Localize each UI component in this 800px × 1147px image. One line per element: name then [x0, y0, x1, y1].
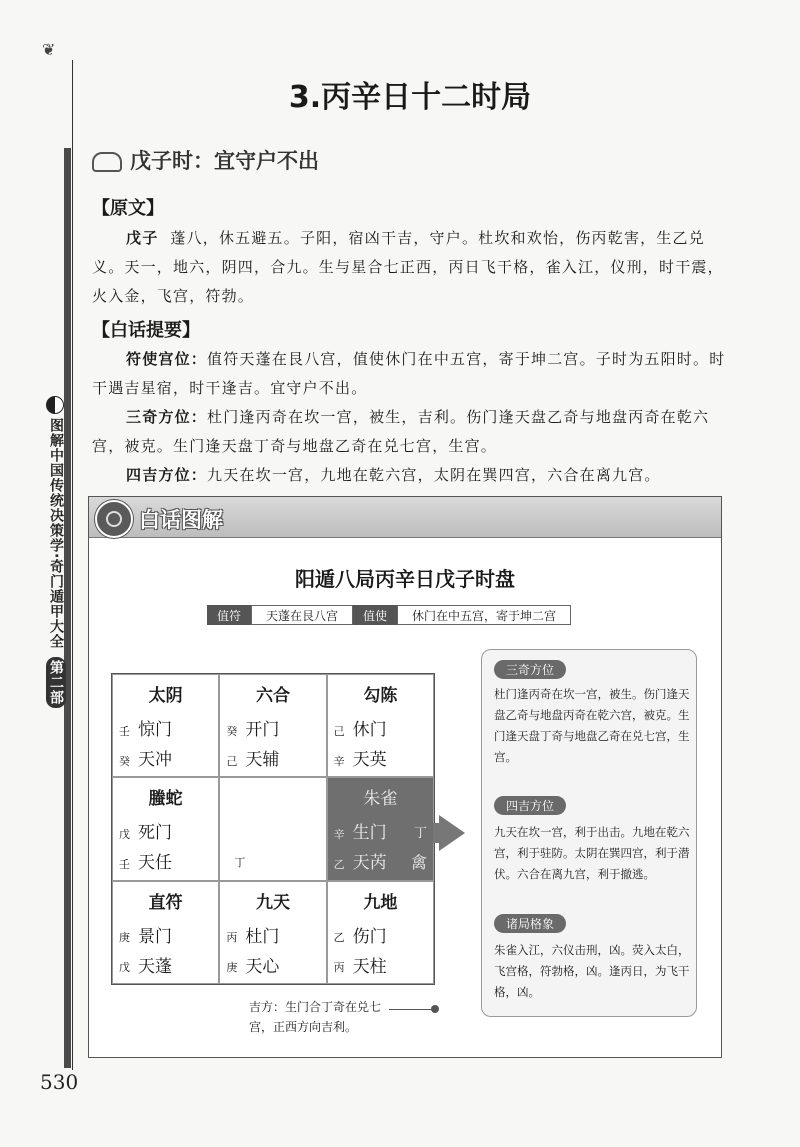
- geju-text: 朱雀入江，六仪击刑，凶。荧入太白，飞宫格，符勃格，凶。逢丙日，为飞干格，凶。: [494, 943, 690, 999]
- plate-grid: [111, 673, 435, 985]
- door-row: [334, 818, 387, 843]
- door: 伤门: [352, 926, 387, 947]
- door: 景门: [138, 926, 172, 947]
- side-star: 禽: [410, 853, 427, 873]
- part-badge: 第二部: [46, 657, 66, 708]
- vernacular-text: [92, 345, 732, 490]
- deity: 太阴: [148, 686, 183, 706]
- deity: 九地: [363, 892, 398, 913]
- item-lead: 三奇方位：: [126, 408, 208, 426]
- star: 天蓬: [138, 956, 172, 977]
- item-text: 值符天蓬在艮八宫，值使休门在中五宫，寄于坤二宫。子时为五阳时。时干遇吉星宿，时干逢吉。宜守户不出。: [92, 350, 726, 397]
- vernacular-item: [92, 345, 732, 403]
- item-lead: 四吉方位：: [126, 466, 208, 484]
- stem: 辛: [333, 827, 345, 841]
- original-body: 蓬八，休五避五。子阳，宿凶干吉，守户。杜坎和欢怡，伤丙乾害，生乙兑义。天一，地六，阴四，合九。生与星合七正西，丙日飞干格，雀入江，仪刑，时干震，火入金，飞宫，符勃。: [92, 229, 724, 305]
- arrow-right-icon: [439, 815, 465, 851]
- page-number: 530: [40, 1070, 79, 1094]
- door-row: [226, 715, 279, 740]
- star-row: [119, 848, 172, 873]
- illustration-box: [88, 496, 722, 1058]
- star: 天心: [245, 956, 280, 977]
- emblem-icon: [95, 500, 133, 538]
- zhifu-value: 天蓬在艮八宫: [251, 605, 353, 625]
- figure-header-label: 白话图解: [139, 508, 223, 532]
- stem: 乙: [333, 931, 345, 945]
- palace-cell: [112, 777, 219, 880]
- star-row: [334, 952, 387, 977]
- star-row: [119, 952, 172, 977]
- original-label: 【原文】: [92, 198, 164, 219]
- palace-cell: [327, 881, 434, 984]
- siji-text: 九天在坎一宫，利于出击。九地在乾六宫，利于驻防。太阴在巽四宫，利于潜伏。六合在离九宫，利于撤逃。: [494, 825, 690, 881]
- stem: 己: [333, 724, 345, 738]
- vernacular-item: [92, 461, 732, 490]
- star-row: [226, 952, 279, 977]
- star: 天英: [352, 750, 387, 770]
- star: 天任: [138, 853, 172, 874]
- stem: 丙: [226, 931, 238, 945]
- door: 生门: [352, 823, 387, 844]
- sanqi-text: 杜门逢丙奇在坎一宫，被生。伤门逢天盘乙奇与地盘丙奇在乾六宫，被克。生门逢天盘丁奇与地盘乙奇在兑七宫，生宫。: [494, 687, 690, 764]
- door-row: [119, 715, 172, 740]
- zhishi-value: 休门在中五宫，寄于坤二宫: [397, 605, 571, 625]
- stem: 乙: [333, 857, 345, 871]
- door-row: [334, 922, 387, 947]
- yin-yang-icon: [46, 396, 64, 414]
- star: 天辅: [245, 750, 280, 770]
- door-row: [119, 922, 172, 947]
- vernacular-item: [92, 403, 732, 461]
- palace-cell: [112, 674, 219, 777]
- stem: 己: [226, 754, 238, 768]
- zhishi-key: 值使: [353, 605, 397, 625]
- siji-label: 四吉方位: [494, 796, 566, 815]
- door: 开门: [245, 720, 280, 740]
- geju-label: 诸局格象: [494, 914, 566, 933]
- star-row: [334, 745, 387, 770]
- center-palace: [219, 777, 326, 880]
- series-title: [44, 418, 66, 708]
- star: 天芮: [352, 853, 387, 874]
- section-heading: [92, 145, 319, 175]
- stem: 庚: [119, 931, 130, 945]
- palace-cell: [219, 881, 326, 984]
- original-text: [92, 224, 732, 311]
- item-text: 杜门逢丙奇在坎一宫，被生，吉利。伤门逢天盘乙奇与地盘丙奇在乾六宫，被克。生门逢天盘丁奇与地盘乙奇在兑七宫，生宫。: [92, 408, 710, 455]
- figure-header: [89, 497, 721, 538]
- page-title: 3.丙辛日十二时局: [288, 80, 532, 115]
- center-stem: 丁: [234, 856, 246, 870]
- info-bar: [207, 605, 571, 625]
- door: 休门: [352, 720, 387, 740]
- note-dot: [431, 1005, 439, 1013]
- stem: 辛: [333, 754, 345, 768]
- cloud-icon: [92, 152, 122, 172]
- palace-cell: [112, 881, 219, 984]
- corner-ornament-icon: ❦: [42, 40, 56, 59]
- deity: 螣蛇: [148, 789, 183, 810]
- stem: 癸: [226, 724, 238, 738]
- stem: 庚: [226, 961, 238, 975]
- stem: 癸: [119, 754, 130, 768]
- palace-cell: [327, 674, 434, 777]
- palace-cell-highlight: [327, 777, 434, 880]
- stem: 戊: [119, 827, 130, 841]
- vernacular-label: 【白话提要】: [92, 320, 200, 341]
- door: 死门: [138, 823, 172, 844]
- notes-panel: [481, 649, 697, 1017]
- item-lead: 符使宫位：: [126, 350, 208, 368]
- sanqi-label: 三奇方位: [494, 660, 566, 679]
- star-row: [119, 745, 172, 770]
- deity: 六合: [255, 686, 290, 706]
- palace-cell: [219, 674, 326, 777]
- auspicious-note: 吉方：生门合丁奇在兑七宫，正西方向吉利。: [249, 1000, 382, 1034]
- original-lead: 戊子: [126, 229, 159, 247]
- door: 惊门: [138, 720, 172, 740]
- deity: 勾陈: [363, 686, 398, 706]
- plate-title: 阳遁八局丙辛日戊子时盘: [295, 567, 515, 591]
- star: 天冲: [138, 750, 172, 770]
- deity: 朱雀: [363, 789, 398, 810]
- door-row: [119, 818, 172, 843]
- series-title-text: 图解中国传统决策学·奇门遁甲大全: [48, 418, 64, 650]
- stem: 丙: [333, 961, 345, 975]
- deity: 九天: [255, 892, 290, 913]
- side-stem: 丁: [413, 826, 427, 842]
- door: 杜门: [245, 926, 280, 947]
- section-heading-text: 戊子时：宜守户不出: [130, 149, 319, 173]
- door-row: [334, 715, 387, 740]
- star: 天柱: [352, 956, 387, 977]
- deity: 直符: [148, 892, 183, 913]
- stem: 戊: [119, 961, 130, 975]
- note-leader: [389, 1009, 435, 1010]
- item-text: 九天在坎一宫，九地在乾六宫，太阴在巽四宫，六合在离九宫。: [207, 466, 661, 484]
- stem: 壬: [119, 724, 130, 738]
- star-row: [226, 745, 279, 770]
- zhifu-key: 值符: [207, 605, 251, 625]
- stem: 壬: [119, 857, 130, 871]
- star-row: [334, 848, 387, 873]
- door-row: [226, 922, 279, 947]
- margin-rule: [72, 60, 73, 1070]
